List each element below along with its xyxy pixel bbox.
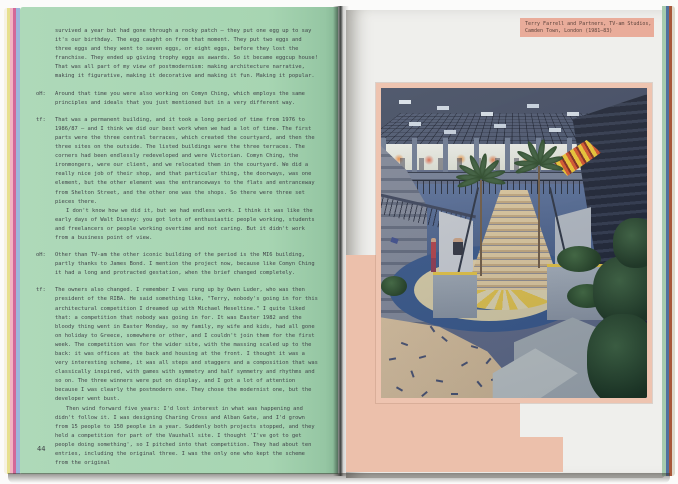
standing-person — [431, 238, 436, 272]
planter-plinth — [433, 272, 477, 318]
floor-dash-motif — [401, 342, 408, 346]
photo-caption — [520, 18, 654, 37]
foliage — [587, 314, 647, 398]
paragraph: Around that time you were also working on Comyn Ching, which employs the same principles and ideals that you just mentioned but in a very different way. — [55, 90, 305, 106]
floor-dash-motif — [461, 361, 468, 366]
paragraph: I don't know how we did it, but we had endless work. I think it was like the early days of Walt Disney: you got lots of enthusiastic people working, students and freelancers or people working overtime and not caring. But it didn't work from a business point of view. — [55, 207, 315, 241]
floor-dash-motif — [396, 386, 403, 391]
salmon-strip-graphic — [346, 255, 377, 413]
floor-dash-motif — [471, 345, 478, 349]
photo-scene — [381, 88, 647, 398]
paragraph: survived a year but had gone through a rocky patch – they put one egg up to say it's our birthday. The egg caught on from that moment. They put two eggs and three eggs and they went to seven eggs, or eight eggs, before they lost the franchise. They ended up giving trophy eggs as awards. So it became eggcup house! That was all part of my view of postmodernism: making architecture narrative, making it figurative, making it decorative and making it fun. Making it popular. — [55, 28, 318, 80]
right-page — [346, 10, 665, 478]
floor-dash-motif — [419, 355, 426, 359]
paragraph: That was a permanent building, and it took a long period of time from 1976 to 1986/87 – and I think we did our best work when we had a lot of time. The first parts were the three central terraces, which created the courtyard, and then the three sites on the outside. The listed buildings were the three terraces. The corners had been endlessly redeveloped and were Victorian. Comyn Ching, the ironmongers, were our client, and we relocated them in the courtyard. We did a really nice job of their shop, and that particular thing, the doorways, was one element, but the other element was the entranceways to the flats and entranceway from Shelton Street, and the other one was the shops. So there were three set pieces there. — [55, 116, 315, 205]
palm-trunk — [480, 180, 482, 276]
potted-fern — [557, 246, 601, 272]
page-edge-strip — [672, 6, 675, 476]
book-bottom-shadow — [8, 473, 670, 483]
right-fore-edge-pages — [662, 6, 675, 476]
caption-line-1: Terry Farrell and Partners, TV-am Studios, — [525, 21, 652, 27]
floor-dash-motif — [410, 370, 414, 377]
paragraph: Other than TV-am the other iconic building of the period is the MI6 building, partly thanks to James Bond. I mention the project now, because like Comyn Ching it had a long and protracted gestation, when the brief changed completely. — [55, 252, 315, 277]
speaker-label: oH: — [36, 252, 46, 259]
floor-dash-motif — [476, 381, 482, 388]
salmon-block-notch — [520, 402, 563, 437]
interview-answer — [36, 286, 321, 468]
interview-answer-continued — [36, 27, 321, 82]
sitting-person — [453, 238, 463, 255]
floor-dash-motif — [441, 336, 448, 342]
interview-question — [36, 251, 321, 278]
floor-dash-motif — [451, 393, 458, 395]
floor-dash-motif — [485, 358, 491, 365]
floor-dash-motif — [421, 391, 428, 397]
floor-dash-motif — [430, 326, 436, 333]
floor-dash-motif — [436, 379, 443, 382]
interview-question — [36, 90, 321, 108]
palm-trunk — [538, 166, 540, 268]
page-number: 44 — [37, 445, 46, 453]
speaker-label: tf: — [36, 116, 46, 123]
left-fore-edge-pages — [4, 8, 20, 474]
left-page — [20, 7, 338, 474]
caption-line-2: Camden Town, London (1981–83) — [525, 27, 613, 34]
foliage — [613, 218, 647, 268]
potted-fern — [381, 276, 407, 296]
interview-answer — [36, 116, 321, 243]
floor-dash-motif — [389, 357, 396, 360]
tv-am-studios-photo — [376, 83, 652, 403]
speaker-label: oH: — [36, 90, 46, 97]
speaker-label: tf: — [36, 287, 46, 294]
paragraph: The owners also changed. I remember I was rung up by Owen Luder, who was then president of the RIBA. He said something like, "Terry, nobody's going in for this architectural competition I dreamed up with Michael Heseltine." I quite liked that: a competition that nobody was going in for. It was Easter 1982 and the bloody thing went in Easter Monday, so my family, my wife and kids, had all gone on holiday to Greece, somewhere or other, and I couldn't join them for the first week. The competition was for the wider site, with the massing scaled up to the back: it was offices at the back and housing at the front. I thought it was a very interesting scheme, it was all steps and staggers and a composition that was classically inspired, with games with symmetry and half symmetry and rhythms and so on. The three winners were put on display, and I got a lot of attention because I was clearly the postmodern one. They chose the modernist one, but the developer went bust. — [55, 287, 318, 403]
paragraph: Then wind forward five years: I'd lost interest in what was happening and didn't follow it. I was designing Charing Cross and Alban Gate, and I'd grown from 15 people to 150 people in a year. Suddenly both projects stopped, and they held a competition for part of the Vauxhall site. I thought 'I've got to get people doing something', so I pitched into that competition. They had about ten entries, including the original three. I was the only one who kept the scheme from the original — [55, 405, 315, 467]
ceiling-lights — [399, 100, 411, 104]
interview-text — [36, 27, 321, 474]
